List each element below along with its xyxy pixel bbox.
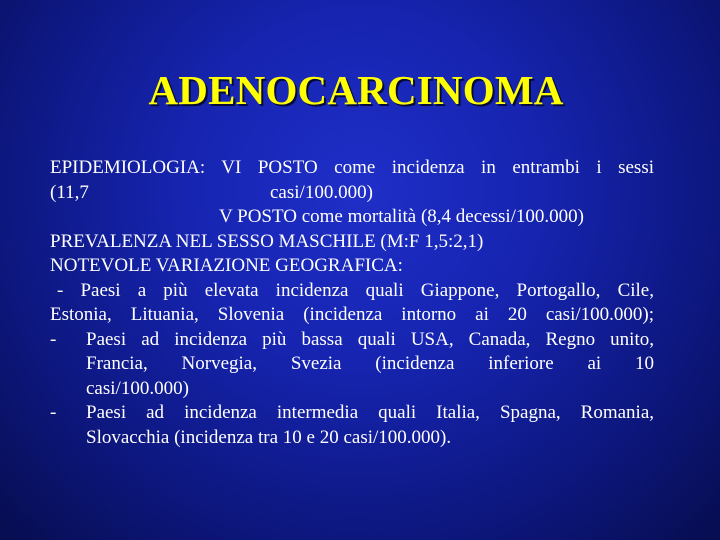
epidemiology-mortality-line: V POSTO come mortalità (8,4 decessi/100.000) bbox=[219, 206, 584, 227]
epidemiology-incidence-unit: casi/100.000) bbox=[270, 181, 373, 203]
prevalence-line: PREVALENZA NEL SESSO MASCHILE (M:F 1,5:2,1) bbox=[50, 230, 484, 252]
epidemiology-line-1: EPIDEMIOLOGIA: VI POSTO come incidenza in entrambi i sessi bbox=[50, 157, 654, 178]
bullet-text bbox=[86, 401, 654, 450]
slide-body bbox=[50, 156, 654, 450]
bullet-text bbox=[86, 328, 654, 402]
slide-title: ADENOCARCINOMA bbox=[148, 67, 564, 113]
bullet-dash: - bbox=[50, 328, 57, 350]
geo-high-line-1: - Paesi a più elevata incidenza quali Giappone, Portogallo, Cile, bbox=[57, 279, 654, 301]
bullet-line: casi/100.000) bbox=[86, 377, 189, 399]
bullet-line: Paesi ad incidenza più bassa quali USA, Canada, Regno unito, bbox=[86, 328, 654, 350]
geo-heading: NOTEVOLE VARIAZIONE GEOGRAFICA: bbox=[50, 255, 403, 276]
geo-high-line-2: Estonia, Lituania, Slovenia (incidenza intorno ai 20 casi/100.000); bbox=[50, 304, 654, 325]
bullet-line: Paesi ad incidenza intermedia quali Italia, Spagna, Romania, bbox=[86, 402, 654, 423]
bullet-line: Francia, Norvegia, Svezia (incidenza inferiore ai 10 bbox=[86, 353, 654, 374]
bullet-dash: - bbox=[50, 402, 57, 423]
epidemiology-line-2 bbox=[50, 181, 654, 206]
bullet-low-incidence bbox=[50, 328, 654, 402]
bullet-intermediate-incidence bbox=[50, 401, 654, 450]
epidemiology-incidence-value: (11,7 bbox=[50, 181, 89, 203]
bullet-line: Slovacchia (incidenza tra 10 e 20 casi/100.000). bbox=[86, 426, 452, 448]
